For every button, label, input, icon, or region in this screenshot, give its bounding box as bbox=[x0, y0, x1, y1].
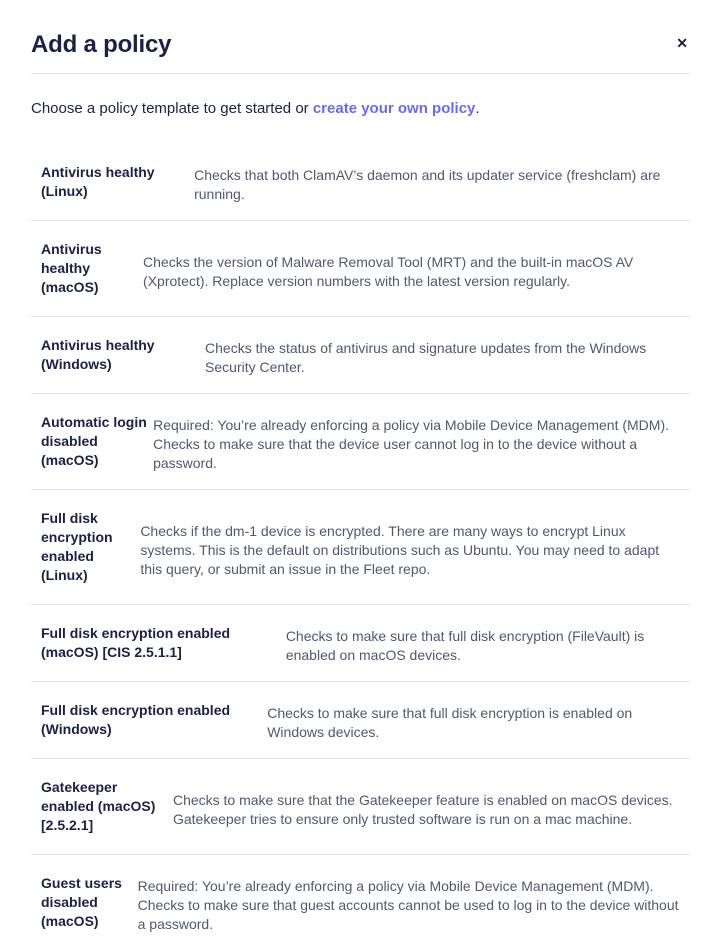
close-button[interactable] bbox=[674, 34, 690, 52]
create-your-own-policy-link[interactable]: create your own policy bbox=[313, 100, 476, 117]
policy-name: Antivirus healthy (macOS) bbox=[41, 240, 143, 297]
policy-item[interactable] bbox=[31, 316, 690, 393]
policy-item[interactable] bbox=[31, 854, 690, 950]
policy-description: Checks to make sure that full disk encryption (FileVault) is enabled on macOS devices. bbox=[286, 627, 680, 665]
policy-name: Guest users disabled (macOS) bbox=[41, 874, 138, 931]
policy-name: Antivirus healthy (Windows) bbox=[41, 336, 205, 374]
policy-name: Antivirus healthy (Linux) bbox=[41, 163, 194, 201]
policy-description: Checks the status of antivirus and signature updates from the Windows Security Center. bbox=[205, 339, 680, 377]
intro-text-before-link: Choose a policy template to get started or bbox=[31, 100, 313, 117]
policy-name: Automatic login disabled (macOS) bbox=[41, 413, 153, 470]
policy-item[interactable] bbox=[31, 681, 690, 758]
policy-item[interactable] bbox=[31, 144, 690, 220]
policy-item[interactable] bbox=[31, 393, 690, 489]
policy-item[interactable] bbox=[31, 604, 690, 681]
policy-name: Full disk encryption enabled (Linux) bbox=[41, 509, 140, 585]
policy-name: Full disk encryption enabled (Windows) bbox=[41, 701, 267, 739]
intro-text-after-link: . bbox=[475, 100, 479, 117]
policy-item[interactable] bbox=[31, 758, 690, 854]
policy-description: Checks to make sure that full disk encryption is enabled on Windows devices. bbox=[267, 704, 680, 742]
policy-description: Required: You’re already enforcing a policy via Mobile Device Management (MDM). Checks to make sure that guest accounts cannot be used to log in to the device without a password. bbox=[138, 877, 680, 934]
modal-header bbox=[0, 0, 723, 73]
header-divider bbox=[31, 73, 690, 74]
policy-template-list bbox=[31, 144, 690, 950]
policy-description: Checks that both ClamAV’s daemon and its updater service (freshclam) are running. bbox=[194, 166, 680, 204]
close-icon: ✕ bbox=[676, 35, 688, 51]
policy-description: Checks if the dm-1 device is encrypted. There are many ways to encrypt Linux systems. This is the default on distributions such as Ubuntu. You may need to adapt this query, or submit an issue in the Fleet repo. bbox=[140, 522, 680, 579]
policy-description: Required: You’re already enforcing a policy via Mobile Device Management (MDM). Checks to make sure that the device user cannot log in to the device without a password. bbox=[153, 416, 680, 473]
modal-title: Add a policy bbox=[31, 30, 171, 60]
policy-item[interactable] bbox=[31, 220, 690, 316]
policy-name: Gatekeeper enabled (macOS) [2.5.2.1] bbox=[41, 778, 173, 835]
policy-item[interactable] bbox=[31, 489, 690, 604]
policy-name: Full disk encryption enabled (macOS) [CIS 2.5.1.1] bbox=[41, 624, 286, 662]
policy-description: Checks the version of Malware Removal Tool (MRT) and the built-in macOS AV (Xprotect). Replace version numbers with the latest version regularly. bbox=[143, 253, 680, 291]
intro-text bbox=[31, 99, 690, 118]
policy-description: Checks to make sure that the Gatekeeper feature is enabled on macOS devices. Gatekeeper tries to ensure only trusted software is run on a mac machine. bbox=[173, 791, 680, 829]
